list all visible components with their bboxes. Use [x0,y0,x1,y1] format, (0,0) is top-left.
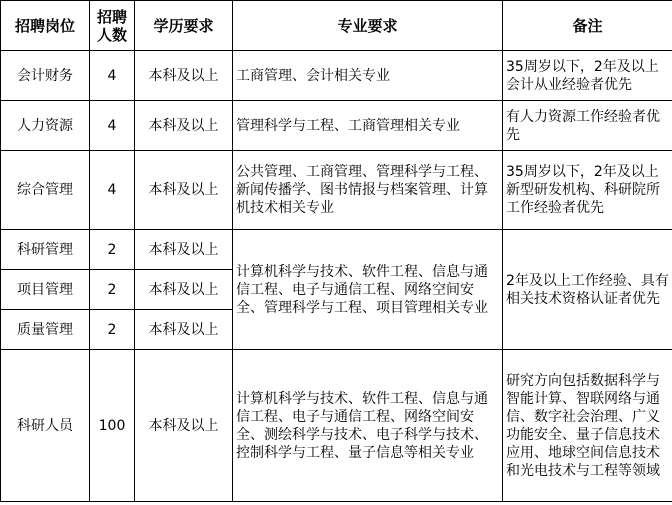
header-row [1,1,672,51]
header-count-line2: 人数 [96,25,127,44]
cell-major: 管理科学与工程、工商管理相关专业 [233,101,503,151]
header-major: 专业要求 [233,1,503,51]
cell-position: 人力资源 [1,101,90,151]
cell-notes: 研究方向包括数据科学与智能计算、智联网络与通信、数字社会治理、广义功能安全、量子信息技术应用、地球空间信息技术和光电技术与工程等领域 [503,350,672,502]
cell-education: 本科及以上 [135,230,233,270]
cell-position: 综合管理 [1,151,90,230]
cell-education: 本科及以上 [135,101,233,151]
table-row [1,230,672,270]
header-education: 学历要求 [135,1,233,51]
table-row [1,151,672,230]
cell-education: 本科及以上 [135,310,233,350]
table-row [1,101,672,151]
cell-education: 本科及以上 [135,151,233,230]
cell-position: 质量管理 [1,310,90,350]
cell-education: 本科及以上 [135,270,233,310]
header-count-line1: 招聘 [96,7,127,26]
cell-count: 2 [90,270,135,310]
header-count [90,1,135,51]
cell-position: 项目管理 [1,270,90,310]
table-row [1,350,672,502]
cell-major: 公共管理、工商管理、管理科学与工程、新闻传播学、图书情报与档案管理、计算机技术相关专业 [233,151,503,230]
header-position: 招聘岗位 [1,1,90,51]
table-row [1,51,672,101]
cell-notes: 35周岁以下，2年及以上新型研发机构、科研院所工作经验者优先 [503,151,672,230]
cell-notes-merged: 2年及以上工作经验、具有相关技术资格认证者优先 [503,230,672,350]
cell-count: 4 [90,101,135,151]
cell-position: 科研管理 [1,230,90,270]
cell-education: 本科及以上 [135,350,233,502]
cell-notes: 有人力资源工作经验者优先 [503,101,672,151]
cell-count: 100 [90,350,135,502]
header-notes: 备注 [503,1,672,51]
cell-major-merged: 计算机科学与技术、软件工程、信息与通信工程、电子与通信工程、网络空间安全、管理科学与工程、项目管理相关专业 [233,230,503,350]
cell-position: 科研人员 [1,350,90,502]
cell-education: 本科及以上 [135,51,233,101]
cell-position: 会计财务 [1,51,90,101]
cell-count: 2 [90,310,135,350]
cell-count: 4 [90,51,135,101]
cell-count: 2 [90,230,135,270]
cell-count: 4 [90,151,135,230]
cell-notes: 35周岁以下，2年及以上会计从业经验者优先 [503,51,672,101]
cell-major: 工商管理、会计相关专业 [233,51,503,101]
cell-major: 计算机科学与技术、软件工程、信息与通信工程、电子与通信工程、网络空间安全、测绘科学与技术、电子科学与技术、控制科学与工程、量子信息等相关专业 [233,350,503,502]
